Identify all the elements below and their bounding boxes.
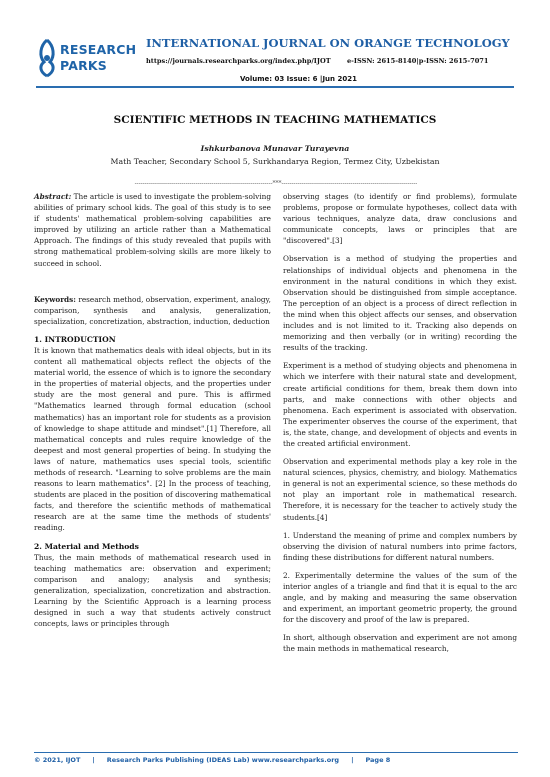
keywords xyxy=(34,294,271,327)
abstract xyxy=(34,191,271,269)
section-separator: --------------------------------------------------------------------***------------------------------------------------------------------- xyxy=(134,180,418,187)
paragraph: Observation is a method of studying the properties and relationships of individual objects and phenomena in the environment in the natural conditions in which they exist. Observation should be distinguished from simple acceptance. The perception of an object is a process of direct reflection in the mind when this object affects our senses, and observation includes and is not limited to it. Tracking also depends on memorizing and then verbally (or in writing) recording the results of the tracking. xyxy=(283,254,517,353)
logo-text-line1: RESEARCH xyxy=(60,42,137,57)
footer-page-number: Page 8 xyxy=(365,756,391,764)
methods-paragraph: Thus, the main methods of mathematical research used in teaching mathematics are: observation and experiment; comparison and analogy; analysis and synthesis; generalization, specialization, concretization and abstraction. Learning by the Scientific Approach is a learning process designed in such a way that students actively construct concepts, laws or principles through xyxy=(34,552,271,629)
author-affiliation: Math Teacher, Secondary School 5, Surkhandarya Region, Termez City, Uzbekistan xyxy=(110,157,440,166)
journal-logo xyxy=(36,36,137,82)
volume-issue: Volume: 03 Issue: 6 |Jun 2021 xyxy=(240,75,357,83)
abstract-text: The article is used to investigate the problem-solving abilities of primary school kids. The goal of this study is to see if students' mathematical problem-solving capabilities are improved by utilizing an article rather than a Mathematical Approach. The findings of this study revealed that pupils with strong mathematical problem-solving skills are more likely to succeed in school. xyxy=(34,192,271,268)
page-footer: © 2021, IJOT | Research Parks Publishing (IDEAS Lab) www.researchparks.org | Page 8 xyxy=(34,756,391,764)
footer-copyright: © 2021, IJOT xyxy=(34,756,81,764)
introduction-heading: 1. INTRODUCTION xyxy=(34,334,116,344)
introduction-paragraph: It is known that mathematics deals with ideal objects, but in its content all mathematical objects reflect the objects of the material world, the essence of which is to ignore the secondary in the properties of material objects, and the properties under study are the most general and pure. This is affirmed "Mathematics learned through formal education (school mathematics) has an important role for students as a provision of knowledge to shape attitude and mindset".[1] Therefore, all mathematical concepts and rules require knowledge of the deepest and most general properties of being. In studying the laws of nature, mathematics uses special tools, scientific methods of research. "Learning to solve problems are the main reasons to learn mathematics". [2] In the process of teaching, students are placed in the position of discovering mathematical facts, and therefore the scientific methods of mathematical research are at the same time the methods of students' reading. xyxy=(34,345,271,533)
author-name: Ishkurbanova Munavar Turayevna xyxy=(200,144,350,153)
logo-text-line2: PARKS xyxy=(60,58,108,73)
journal-url[interactable]: https://journals.researchparks.org/index.php/IJOT xyxy=(146,57,331,65)
right-column xyxy=(283,191,517,662)
footer-divider xyxy=(34,752,518,753)
research-parks-logo-icon xyxy=(36,38,58,78)
methods-heading: 2. Material and Methods xyxy=(34,541,139,551)
keywords-label: Keywords: xyxy=(34,294,76,304)
journal-links xyxy=(146,57,502,65)
paragraph: In short, although observation and experiment are not among the main methods in mathematical research, xyxy=(283,633,517,654)
footer-publisher[interactable]: Research Parks Publishing (IDEAS Lab) www.researchparks.org xyxy=(106,756,340,764)
header-divider xyxy=(36,86,514,88)
left-column xyxy=(34,191,271,636)
issn-info: e-ISSN: 2615-8140|p-ISSN: 2615-7071 xyxy=(346,57,489,65)
paragraph: Experiment is a method of studying objects and phenomena in which we interfere with their natural state and development, create artificial conditions for them, break them down into parts, and make connections with other objects and phenomena. Each experiment is associated with observation. The experimenter observes the course of the experiment, that is, the state, change, and development of objects and events in the created artificial environment. xyxy=(283,361,517,448)
keywords-text: research method, observation, experiment, analogy, comparison, synthesis and analysis, generalization, specialization, concretization, abstraction, induction, deduction xyxy=(34,294,271,326)
paragraph: 1. Understand the meaning of prime and complex numbers by observing the division of natural numbers into prime factors, finding these distributions for different natural numbers. xyxy=(283,530,517,562)
paragraph: observing stages (to identify or find problems), formulate problems, propose or formulate hypotheses, collect data with various techniques, analyze data, draw conclusions and communicate concepts, laws or principles that are "discovered".[3] xyxy=(283,192,517,246)
paragraph: Observation and experimental methods play a key role in the natural sciences, physics, chemistry, and biology. Mathematics in general is not an experimental science, so these methods do not play an important role in mathematical research. Therefore, it is necessary for the teacher to actively study the students.[4] xyxy=(283,457,517,522)
abstract-label: Abstract: xyxy=(34,192,72,201)
journal-title: INTERNATIONAL JOURNAL ON ORANGE TECHNOLOGY xyxy=(146,36,510,50)
paper-title: SCIENTIFIC METHODS IN TEACHING MATHEMATICS xyxy=(113,114,437,126)
paragraph: 2. Experimentally determine the values of the sum of the interior angles of a triangle and find that it is equal to the arc angle, and by making and measuring the same observation and experiment, an important geometric property, the ground for the discovery and proof of the law is prepared. xyxy=(283,570,517,625)
